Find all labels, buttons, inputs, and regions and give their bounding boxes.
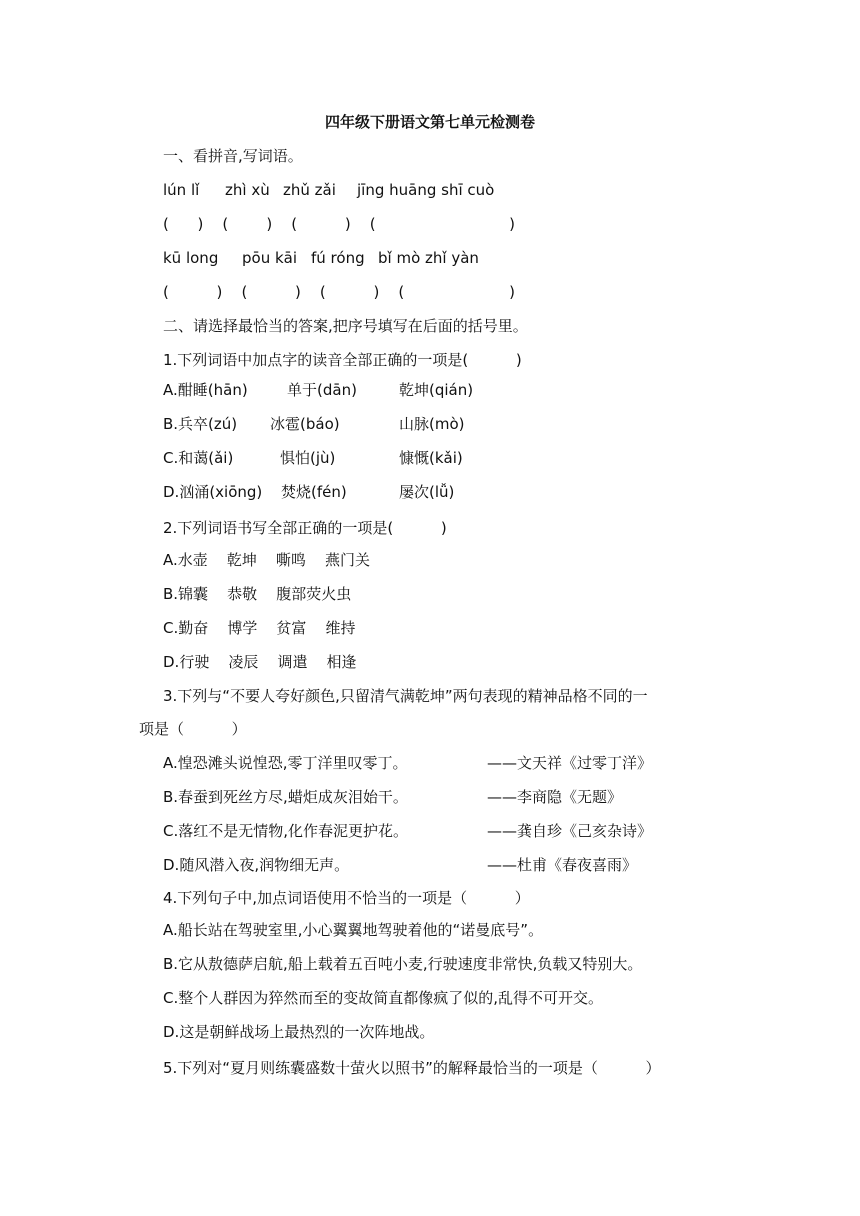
q1-option-c-3: 慷慨(kǎi) bbox=[399, 449, 463, 467]
q2-stem: 2.下列词语书写全部正确的一项是( ) bbox=[163, 519, 447, 537]
q1-option-a-2: 单于(dān) bbox=[287, 381, 357, 399]
q1-option-b-3: 山脉(mò) bbox=[399, 415, 465, 433]
q1-option-c-1: C.和蔼(ǎi) bbox=[163, 449, 234, 467]
q4-option-a: A.船长站在驾驶室里,小心翼翼地驾驶着他的“诺曼底号”。 bbox=[163, 921, 544, 939]
q1-option-d-1: D.汹涌(xiōng) bbox=[163, 483, 263, 501]
pinyin-furong: fú róng bbox=[311, 249, 365, 267]
q3-option-d: D.随风潜入夜,润物细无声。 bbox=[163, 856, 350, 874]
q3-option-d-source: ——杜甫《春夜喜雨》 bbox=[487, 856, 638, 874]
section1-heading: 一、看拼音,写词语。 bbox=[163, 147, 303, 165]
q2-option-a: A.水壶 乾坤 嘶鸣 燕门关 bbox=[163, 551, 370, 569]
q1-option-a-3: 乾坤(qián) bbox=[399, 381, 474, 399]
q3-option-a-source: ——文天祥《过零丁洋》 bbox=[487, 754, 653, 772]
q1-option-c-2: 惧怕(jù) bbox=[280, 449, 336, 467]
q4-option-d: D.这是朝鲜战场上最热烈的一次阵地战。 bbox=[163, 1023, 435, 1041]
q2-option-c: C.勤奋 博学 贫富 维持 bbox=[163, 619, 356, 637]
q1-option-b-2: 冰雹(báo) bbox=[270, 415, 340, 433]
q1-option-d-2: 焚烧(fén) bbox=[281, 483, 347, 501]
pinyin-zhixu: zhì xù bbox=[225, 181, 270, 199]
pinyin-jinghuangshicuo: jīng huāng shī cuò bbox=[357, 181, 495, 199]
pinyin-zhuzai: zhǔ zǎi bbox=[283, 181, 336, 199]
page-title: 四年级下册语文第七单元检测卷 bbox=[324, 113, 535, 131]
q3-option-b-source: ——李商隐《无题》 bbox=[487, 788, 623, 806]
pinyin-poukai: pōu kāi bbox=[242, 249, 298, 267]
q4-option-c: C.整个人群因为猝然而至的变故简直都像疯了似的,乱得不可开交。 bbox=[163, 989, 604, 1007]
section2-heading: 二、请选择最恰当的答案,把序号填写在后面的括号里。 bbox=[163, 317, 528, 335]
q1-stem: 1.下列词语中加点字的读音全部正确的一项是( ) bbox=[163, 351, 522, 369]
q1-option-b-1: B.兵卒(zú) bbox=[163, 415, 238, 433]
answer-blanks-row2: ( ) ( ) ( ) ( ) bbox=[163, 283, 515, 301]
q3-option-a: A.惶恐滩头说惶恐,零丁洋里叹零丁。 bbox=[163, 754, 408, 772]
q4-stem: 4.下列句子中,加点词语使用不恰当的一项是（ ） bbox=[163, 889, 530, 907]
pinyin-kulong: kū long bbox=[163, 249, 219, 267]
q3-stem-line1: 3.下列与“不要人夸好颜色,只留清气满乾坤”两句表现的精神品格不同的一 bbox=[163, 687, 648, 705]
q4-option-b: B.它从敖德萨启航,船上载着五百吨小麦,行驶速度非常快,负载又特别大。 bbox=[163, 955, 643, 973]
pinyin-bimozhiyan: bǐ mò zhǐ yàn bbox=[378, 249, 479, 267]
q1-option-a-1: A.酣睡(hān) bbox=[163, 381, 248, 399]
q3-option-c: C.落红不是无情物,化作春泥更护花。 bbox=[163, 822, 409, 840]
q3-option-b: B.春蚕到死丝方尽,蜡炬成灰泪始干。 bbox=[163, 788, 408, 806]
q3-option-c-source: ——龚自珍《己亥杂诗》 bbox=[487, 822, 653, 840]
q5-stem: 5.下列对“夏月则练囊盛数十萤火以照书”的解释最恰当的一项是（ ） bbox=[163, 1059, 661, 1077]
q1-option-d-3: 屡次(lǚ) bbox=[399, 483, 455, 501]
q2-option-d: D.行驶 凌辰 调遣 相逢 bbox=[163, 653, 357, 671]
pinyin-lunli: lún lǐ bbox=[163, 181, 200, 199]
q2-option-b: B.锦囊 恭敬 腹部荧火虫 bbox=[163, 585, 352, 603]
q3-stem-line2: 项是（ ） bbox=[139, 720, 247, 738]
answer-blanks-row1: ( ) ( ) ( ) ( ) bbox=[163, 215, 515, 233]
